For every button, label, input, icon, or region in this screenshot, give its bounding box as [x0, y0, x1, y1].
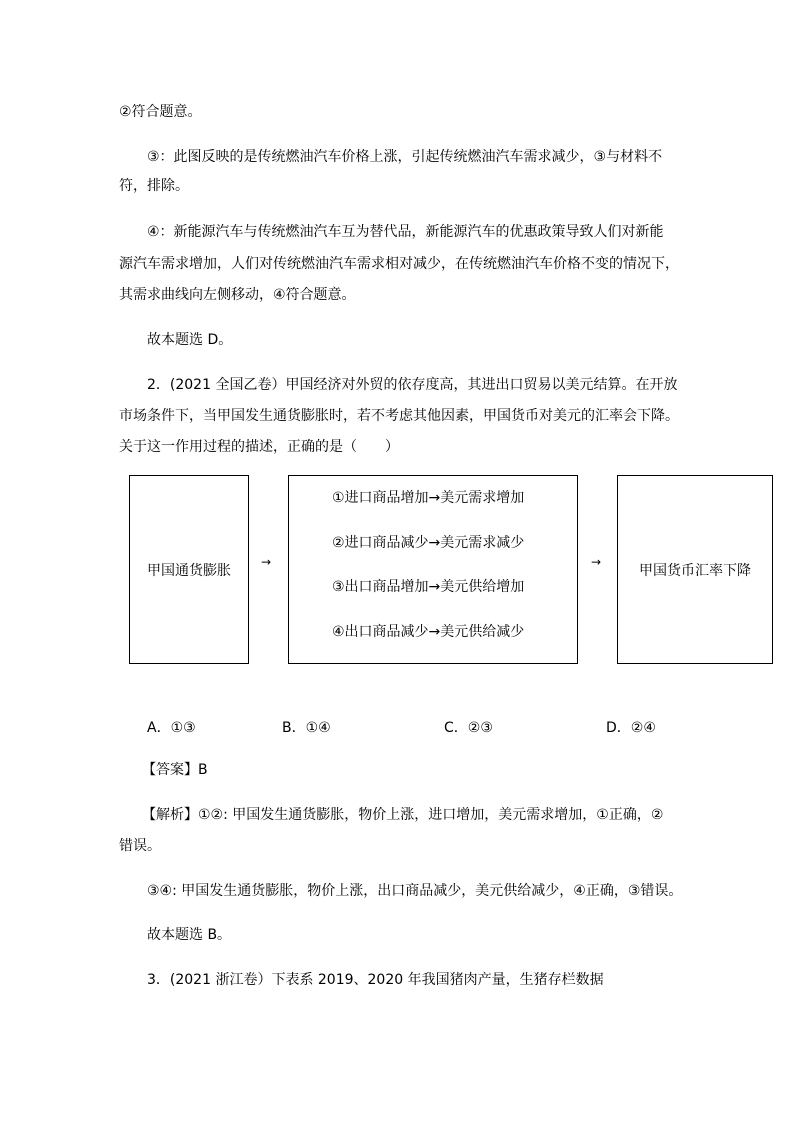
paragraph-4: 故本题选 D。 [147, 332, 233, 348]
paragraph-1: ②符合题意。 [119, 104, 202, 120]
diagram-item-2: ②进口商品减少→美元需求减少 [332, 535, 525, 551]
arrow-right-icon: → [591, 555, 602, 569]
question-3-line-1: 3．(2021 浙江卷）下表系 2019、2020 年我国猪肉产量，生猪存栏数据 [147, 972, 604, 988]
paragraph-3-line-2: 源汽车需求增加，人们对传统燃油汽车需求相对减少，在传统燃油汽车价格不变的情况下， [119, 256, 679, 272]
diagram-item-1: ①进口商品增加→美元需求增加 [332, 490, 525, 506]
diagram-right-label: 甲国货币汇率下降 [639, 562, 751, 579]
diagram-right-box [617, 475, 773, 664]
question-2-line-1: 2．(2021 全国乙卷）甲国经济对外贸的依存度高，其进出口贸易以美元结算。在开放 [147, 377, 678, 393]
question-2-line-3: 关于这一作用过程的描述，正确的是（ ） [119, 439, 399, 455]
answer: 【答案】B [142, 762, 208, 778]
diagram-item-4: ④出口商品减少→美元供给减少 [332, 624, 525, 640]
diagram-item-3: ③出口商品增加→美元供给增加 [332, 579, 525, 595]
question-2-line-2: 市场条件下，当甲国发生通货膨胀时，若不考虑其他因素，甲国货币对美元的汇率会下降。 [119, 408, 679, 424]
option-c: C．②③ [444, 720, 493, 736]
paragraph-2-line-2: 符，排除。 [119, 178, 189, 194]
option-b: B．①④ [282, 720, 331, 736]
paragraph-2-line-1: ③：此图反映的是传统燃油汽车价格上涨，引起传统燃油汽车需求减少，③与材料不 [147, 149, 663, 165]
option-a: A．①③ [147, 720, 196, 736]
diagram-left-label: 甲国通货膨胀 [147, 562, 231, 579]
diagram-left-box [129, 475, 249, 664]
analysis-line-1: 【解析】①②: 甲国发生通货膨胀，物价上涨，进口增加，美元需求增加，①正确，② [142, 807, 664, 823]
analysis-line-3: ③④: 甲国发生通货膨胀，物价上涨，出口商品减少，美元供给减少，④正确，③错误。 [147, 883, 683, 899]
option-d: D．②④ [606, 720, 656, 736]
arrow-right-icon: → [261, 555, 272, 569]
analysis-line-4: 故本题选 B。 [147, 927, 232, 943]
paragraph-3-line-3: 其需求曲线向左侧移动，④符合题意。 [119, 287, 356, 303]
analysis-line-2: 错误。 [119, 838, 161, 854]
paragraph-3-line-1: ④：新能源汽车与传统燃油汽车互为替代品，新能源汽车的优惠政策导致人们对新能 [147, 224, 664, 240]
